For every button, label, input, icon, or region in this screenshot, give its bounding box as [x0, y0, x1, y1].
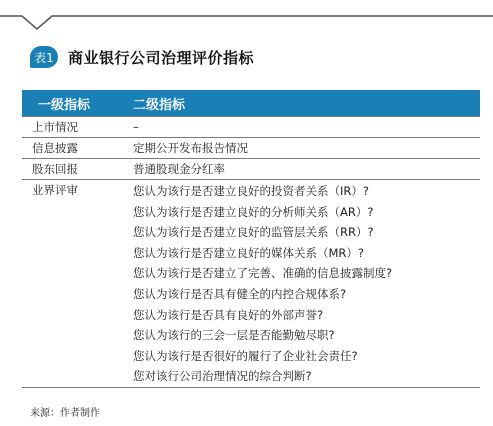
- level2-item: 您认为该行是否建立良好的媒体关系（MR）?: [133, 245, 365, 260]
- header-level2: 二级指标: [133, 97, 186, 113]
- header-level1: 一级指标: [38, 97, 91, 113]
- level2-item: 您认为该行是否建立良好的监管层关系（RR）?: [133, 225, 374, 240]
- table-row: [22, 159, 480, 180]
- table-row: [22, 138, 480, 159]
- indicator-table: [22, 90, 480, 388]
- table-row: [22, 116, 480, 138]
- level2-cell: –: [133, 120, 139, 134]
- level1-cell: 上市情况: [32, 120, 78, 134]
- table-header: [22, 90, 480, 116]
- level2-item: 您认为该行是否具有健全的内控合规体系?: [133, 286, 347, 301]
- level2-item: 您认为该行是否建立良好的投资者关系（IR）?: [133, 184, 369, 198]
- level1-cell: 信息披露: [32, 141, 78, 155]
- level1-cell: 股东回报: [32, 162, 78, 176]
- figure-title: 商业银行公司治理评价指标: [68, 48, 255, 67]
- table-row: [22, 180, 480, 388]
- source-note: 来源：作者制作: [30, 408, 100, 419]
- table-number-badge: 表1: [30, 46, 58, 68]
- level2-item: 您认为该行是否具有良好的外部声誉?: [133, 307, 324, 322]
- level2-item: 您对该行公司治理情况的综合判断?: [133, 369, 312, 384]
- top-notch-rule: [0, 0, 493, 30]
- level2-cell-list: [133, 181, 480, 387]
- level2-cell: 普通股现金分红率: [133, 162, 225, 176]
- level2-item: 您认为该行是否建立了完善、准确的信息披露制度?: [133, 266, 393, 281]
- level2-cell: 定期公开发布报告情况: [133, 141, 248, 155]
- level2-item: 您认为该行的三会一层是否能勤勉尽职?: [133, 328, 335, 343]
- level2-item: 您认为该行是否建立良好的分析师关系（AR）?: [133, 204, 374, 219]
- level2-item: 您认为该行是否很好的履行了企业社会责任?: [133, 348, 358, 363]
- figure-header: [30, 45, 254, 69]
- level1-cell: 业界评审: [32, 183, 78, 197]
